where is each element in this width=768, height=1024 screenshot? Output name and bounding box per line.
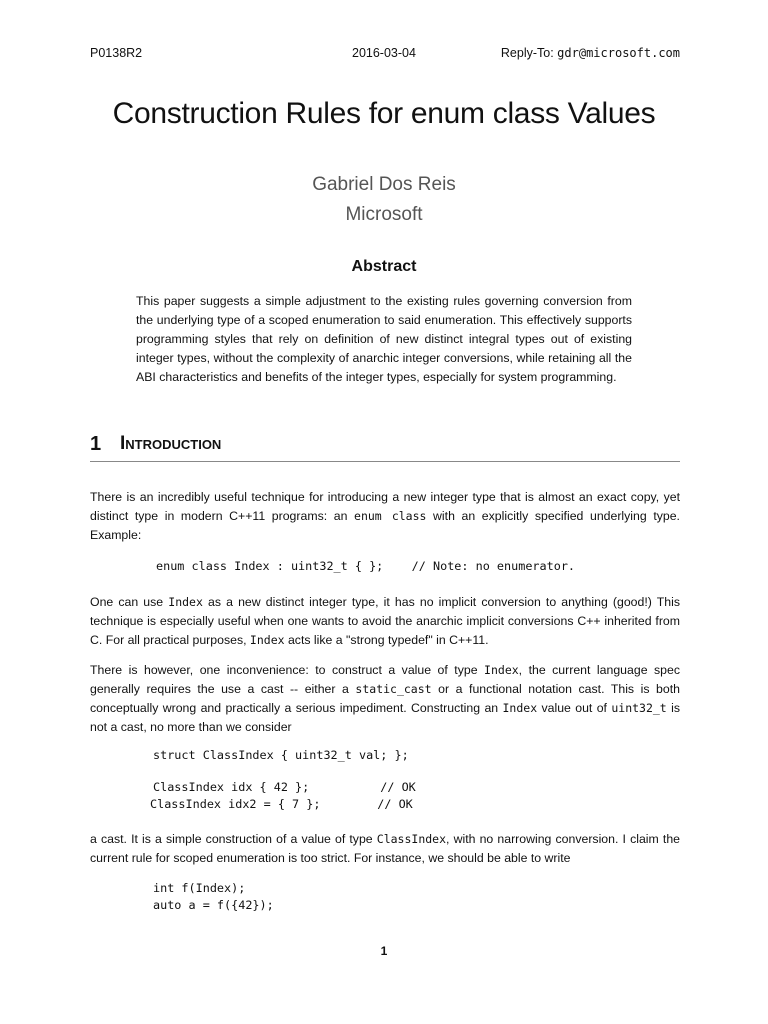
paragraph-inconvenience [90,661,680,737]
paragraph-text: is not a cast, no more than we consider [90,701,680,734]
inline-code: uint32_t [611,701,667,715]
inline-code: ClassIndex [376,832,447,846]
section-heading [90,433,680,462]
inline-code: Index [249,633,285,647]
author-name: Gabriel Dos Reis [312,174,456,195]
paragraph-text: One can use [90,595,169,609]
paragraph-claim [90,830,680,868]
reply-to-email: gdr@microsoft.com [557,46,680,60]
inline-code: static_cast [355,682,432,696]
paragraph-intro [90,488,680,545]
section-title: Introduction [120,433,222,454]
paragraph-text: There is however, one inconvenience: to construct a value of type [90,663,485,677]
paragraph-text: acts like a "strong typedef" in C++11. [284,633,489,647]
abstract-text: This paper suggests a simple adjustment to the existing rules governing conversion from the underlying type of a scoped enumeration to said enumeration. This effectively supports programming styles that rely on definition of new distinct integral types out of existing integer types, without the complexity of anarchic integer conversions, while retaining all the ABI characteristics and benefits of the integer types, especially for system programming. [136,294,632,384]
doc-date: 2016-03-04 [352,46,416,60]
author-block [0,170,768,230]
inline-code: Index [484,663,519,677]
reply-to-label: Reply-To: [500,46,558,60]
paragraph-text: as a new distinct integer type, it has no implicit conversion to anything (good!) This technique is especially useful when one wants to avoid the anarchic implicit conversions C++ inherited from C. For all practical purposes, [90,595,680,647]
abstract-heading: Abstract [351,258,417,275]
code-line-idx2: ClassIndex idx2 = { 7 }; // OK [150,797,413,811]
paragraph-usage [90,593,680,650]
paragraph-text: a cast. It is a simple construction of a value of type [90,832,377,846]
code-line-idx: ClassIndex idx { 42 }; // OK [153,780,416,794]
reply-to [501,46,680,60]
page-header [90,46,680,64]
paper-title: Construction Rules for enum class Values [112,97,656,130]
paragraph-text: , the current language spec generally requires the use a cast -- either a [90,663,680,696]
inline-code: Index [502,701,538,715]
code-line-struct: struct ClassIndex { uint32_t val; }; [153,748,409,762]
paragraph-text: or a functional notation cast. This is both conceptually wrong and practically a serious impediment. Constructing an [90,682,680,715]
paragraph-text: value out of [537,701,612,715]
code-block-enum: enum class Index : uint32_t { }; // Note: no enumerator. [156,559,576,573]
doc-number: P0138R2 [90,46,143,60]
section-number: 1 [90,433,102,455]
code-line-func: int f(Index); [153,881,246,895]
code-line-call: auto a = f({42}); [153,898,274,912]
author-affiliation: Microsoft [345,204,423,225]
page-number: 1 [380,944,388,958]
paragraph-text: , with no narrowing conversion. I claim the current rule for scoped enumeration is too strict. For instance, we should be able to write [90,832,681,865]
paragraph-text: There is an incredibly useful technique for introducing a new integer type that is almost an exact copy, yet distinct type in modern C++11 programs: an [90,490,680,523]
inline-code: Index [168,595,203,609]
inline-code: enum class [354,509,427,523]
paragraph-text: with an explicitly specified underlying type. Example: [90,509,680,542]
